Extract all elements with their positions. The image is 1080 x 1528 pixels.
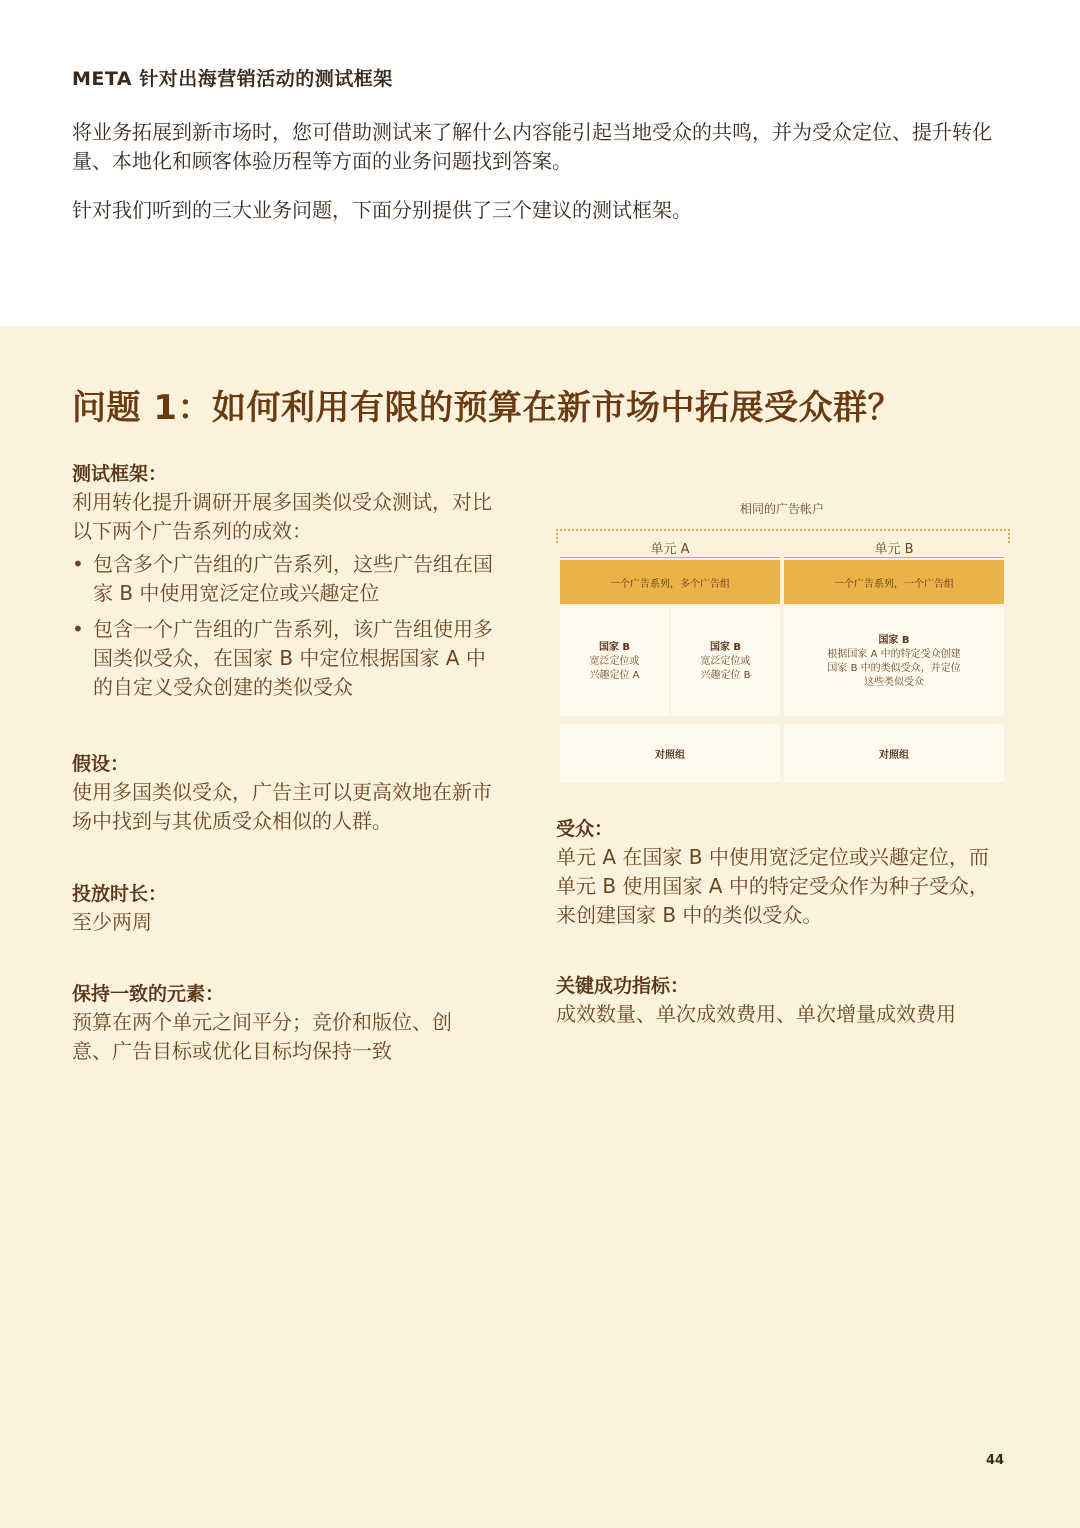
constants-block — [72, 980, 472, 1066]
unit-b-control-group: 对照组 — [784, 724, 1004, 782]
intro-paragraph-2: 针对我们听到的三大业务问题，下面分别提供了三个建议的测试框架。 — [72, 198, 692, 222]
hypothesis-text: 使用多国类似受众，广告主可以更高效地在新市场中找到与其优质受众相似的人群。 — [72, 780, 492, 833]
constants-text: 预算在两个单元之间平分；竞价和版位、创意、广告目标或优化目标均保持一致 — [72, 1010, 452, 1063]
kpi-text: 成效数量、单次成效费用、单次增量成效费用 — [556, 1002, 956, 1026]
unit-b-adset-cell — [784, 607, 1004, 716]
page-number: 44 — [986, 1453, 1005, 1468]
cell-title: 国家 B — [598, 641, 631, 653]
unit-a-adset-cell — [560, 607, 669, 716]
framework-block — [72, 460, 502, 709]
audience-text: 单元 A 在国家 B 中使用宽泛定位或兴趣定位，而单元 B 使用国家 A 中的特定受众作为种子受众，来创建国家 B 中的类似受众。 — [556, 845, 989, 927]
bullet-dot: • — [72, 617, 84, 641]
unit-a-label: 单元 A — [650, 542, 690, 557]
cell-line: 宽泛定位或 — [589, 655, 640, 667]
audience-label: 受众： — [556, 818, 614, 840]
unit-a-control-group: 对照组 — [560, 724, 780, 782]
diagram-caption: 相同的广告帐户 — [739, 502, 824, 516]
framework-bullet — [72, 550, 502, 608]
intro-title: META 针对出海营销活动的测试框架 — [72, 68, 393, 90]
audience-block — [556, 815, 1006, 930]
unit-a-adset-cell — [671, 607, 780, 716]
cell-title: 国家 B — [709, 641, 742, 653]
cell-line: 宽泛定位或 — [700, 655, 751, 667]
kpi-label: 关键成功指标： — [556, 975, 690, 997]
framework-text: 利用转化提升调研开展多国类似受众测试，对比以下两个广告系列的成效： — [72, 490, 492, 543]
unit-b-label: 单元 B — [874, 542, 914, 557]
unit-b-campaign-bar: 一个广告系列，一个广告组 — [784, 560, 1004, 604]
framework-label: 测试框架： — [72, 463, 168, 485]
duration-block — [72, 880, 502, 937]
unit-a-divider — [560, 557, 780, 558]
cell-line: 兴趣定位 B — [700, 669, 751, 681]
question-title: 问题 1：如何利用有限的预算在新市场中拓展受众群？ — [72, 388, 902, 428]
duration-text: 至少两周 — [72, 910, 152, 934]
hypothesis-label: 假设： — [72, 753, 130, 775]
cell-line: 兴趣定位 A — [589, 669, 640, 681]
unit-a-campaign-bar: 一个广告系列，多个广告组 — [560, 560, 780, 604]
framework-bullets — [72, 550, 502, 702]
intro-paragraph: 将业务拓展到新市场时，您可借助测试来了解什么内容能引起当地受众的共鸣，并为受众定位、提升转化量、本地化和顾客体验历程等方面的业务问题找到答案。 — [72, 120, 992, 173]
bullet-text: 包含一个广告组的广告系列，该广告组使用多国类似受众，在国家 B 中定位根据国家 A 中的自定义受众创建的类似受众 — [93, 617, 493, 699]
kpi-block — [556, 972, 1016, 1029]
framework-bullet — [72, 615, 502, 702]
bullet-text: 包含多个广告组的广告系列，这些广告组在国家 B 中使用宽泛定位或兴趣定位 — [93, 552, 493, 605]
bullet-dot: • — [72, 552, 84, 576]
cell-line: 这些类似受众 — [864, 676, 924, 688]
cell-line: 国家 B 中的类似受众，并定位 — [827, 662, 961, 674]
cell-title: 国家 B — [878, 634, 910, 646]
cell-line: 根据国家 A 中的特定受众创建 — [827, 648, 961, 660]
duration-label: 投放时长： — [72, 883, 168, 905]
constants-label: 保持一致的元素： — [72, 983, 225, 1005]
hypothesis-block — [72, 750, 502, 836]
unit-b-divider — [784, 557, 1004, 558]
